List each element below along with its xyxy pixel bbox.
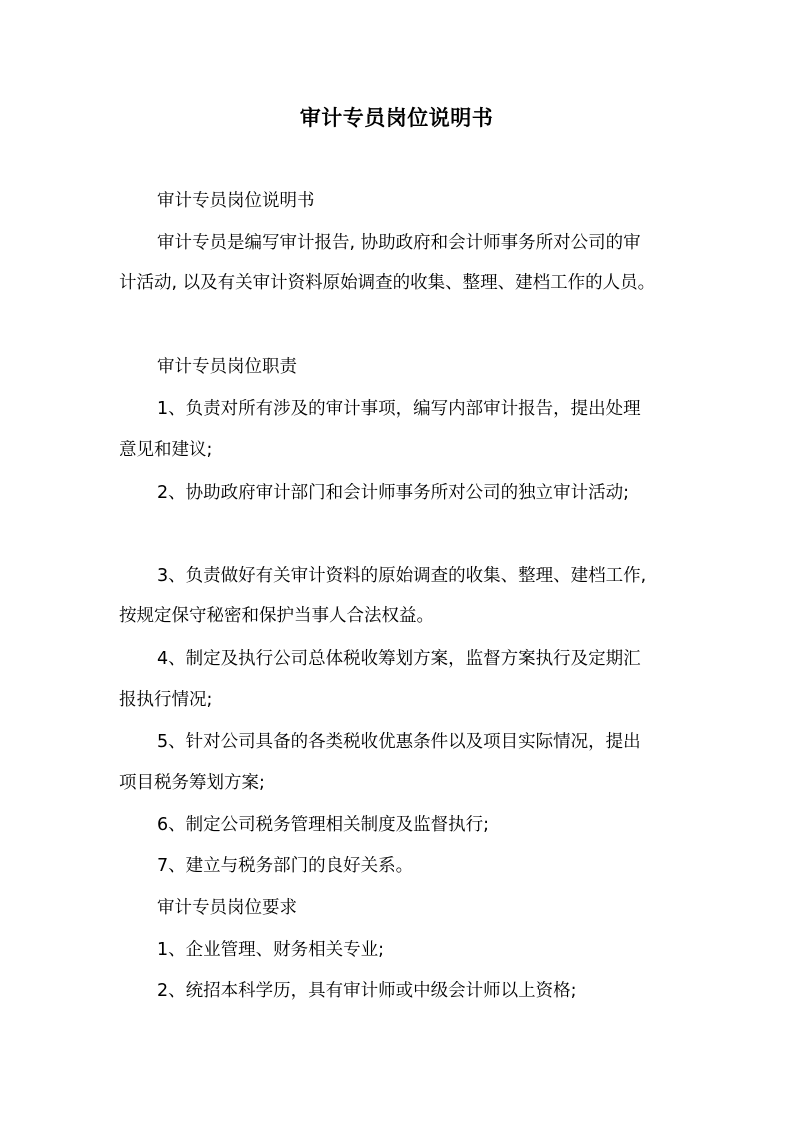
paragraph-line: 1、负责对所有涉及的审计事项，编写内部审计报告，提出处理 [157,399,641,419]
section-heading-requirements: 审计专员岗位要求 [157,898,297,918]
paragraph-line: 4、制定及执行公司总体税收筹划方案，监督方案执行及定期汇 [157,649,641,669]
section-heading-overview: 审计专员岗位说明书 [157,191,315,211]
paragraph-line: 意见和建议; [119,440,213,460]
paragraph-line: 2、统招本科学历，具有审计师或中级会计师以上资格; [157,981,577,1001]
paragraph-line: 报执行情况; [119,690,213,710]
paragraph-line: 5、针对公司具备的各类税收优惠条件以及项目实际情况，提出 [157,732,641,752]
paragraph-line: 按规定保守秘密和保护当事人合法权益。 [119,606,434,626]
paragraph-line: 2、协助政府审计部门和会计师事务所对公司的独立审计活动; [157,483,630,503]
section-heading-duties: 审计专员岗位职责 [157,357,297,377]
paragraph-line: 项目税务筹划方案; [119,773,265,793]
document-title: 审计专员岗位说明书 [299,106,494,130]
paragraph-line: 1、企业管理、财务相关专业; [157,940,385,960]
paragraph-line: 计活动, 以及有关审计资料原始调查的收集、整理、建档工作的人员。 [119,273,656,293]
paragraph-line: 7、建立与税务部门的良好关系。 [157,856,414,876]
paragraph-line: 审计专员是编写审计报告, 协助政府和会计师事务所对公司的审 [157,233,641,253]
paragraph-line: 3、负责做好有关审计资料的原始调查的收集、整理、建档工作, [157,566,647,586]
paragraph-line: 6、制定公司税务管理相关制度及监督执行; [157,815,490,835]
